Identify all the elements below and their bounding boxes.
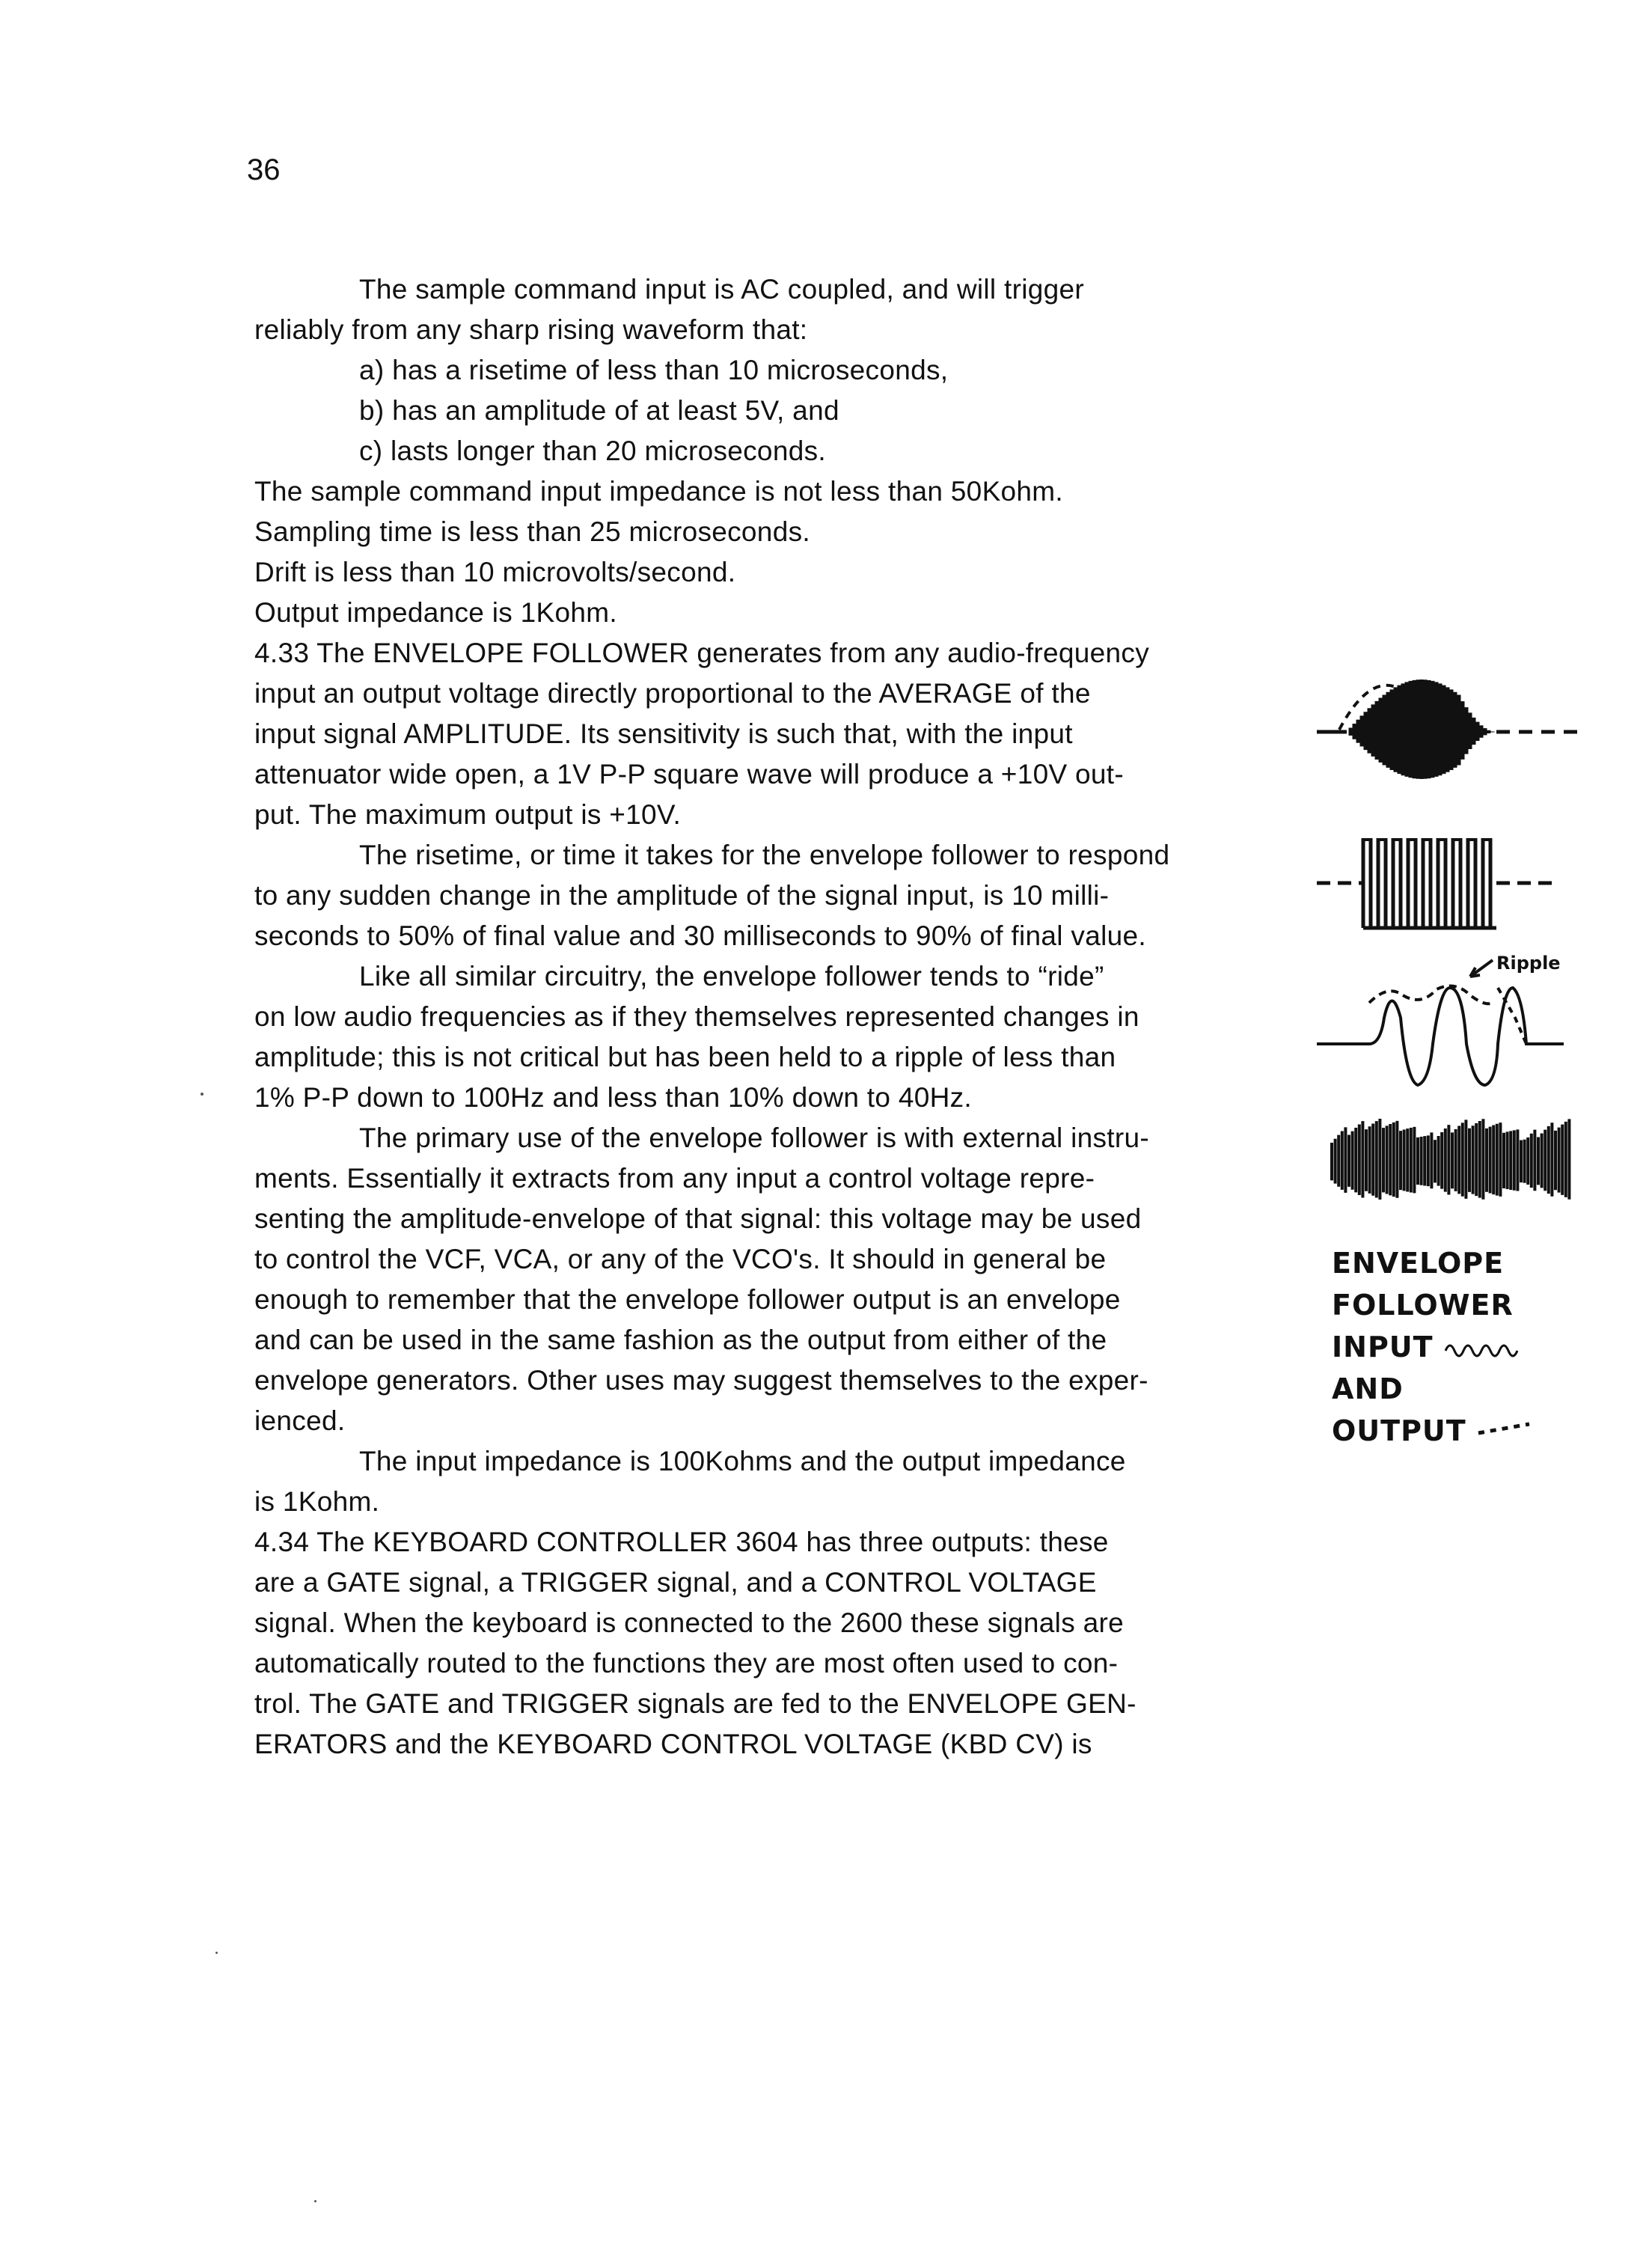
text-line: to control the VCF, VCA, or any of the VCO's. It should in general be [254, 1244, 1107, 1274]
burst-waveform-diagram [1317, 659, 1594, 808]
text-line: The primary use of the envelope follower is with external instru- [359, 1122, 1149, 1153]
text-line: ERATORS and the KEYBOARD CONTROL VOLTAGE (KBD CV) is [254, 1729, 1092, 1759]
caption-output-text: OUTPUT [1332, 1414, 1466, 1447]
text-line: input signal AMPLITUDE. Its sensitivity is such that, with the input [254, 718, 1073, 749]
text-line: ienced. [254, 1405, 346, 1436]
text-line: 4.34 The KEYBOARD CONTROLLER 3604 has three outputs: these [254, 1527, 1109, 1557]
figure-caption [1332, 1242, 1537, 1452]
text-line: seconds to 50% of final value and 30 milliseconds to 90% of final value. [254, 920, 1146, 951]
text-line: reliably from any sharp rising waveform that: [254, 314, 808, 345]
caption-input-text: INPUT [1332, 1331, 1434, 1363]
text-line: 4.33 The ENVELOPE FOLLOWER generates from any audio-frequency [254, 638, 1150, 668]
text-line: is 1Kohm. [254, 1486, 380, 1517]
wavy-line-icon [1444, 1336, 1526, 1358]
text-line: attenuator wide open, a 1V P-P square wave will produce a +10V out- [254, 759, 1124, 789]
caption-line-input [1332, 1326, 1537, 1368]
text-line: The risetime, or time it takes for the envelope follower to respond [359, 840, 1170, 870]
text-line: ments. Essentially it extracts from any input a control voltage repre- [254, 1163, 1095, 1194]
text-line: signal. When the keyboard is connected to the 2600 these signals are [254, 1607, 1124, 1638]
text-line: put. The maximum output is +10V. [254, 799, 682, 830]
text-line: The sample command input is AC coupled, and will trigger [359, 274, 1084, 305]
text-line: automatically routed to the functions they are most often used to con- [254, 1648, 1119, 1679]
dashed-line-icon [1477, 1420, 1537, 1442]
text-line: are a GATE signal, a TRIGGER signal, and a CONTROL VOLTAGE [254, 1567, 1097, 1598]
text-line: trol. The GATE and TRIGGER signals are fed to the ENVELOPE GEN- [254, 1688, 1136, 1719]
text-line: 1% P-P down to 100Hz and less than 10% down to 40Hz. [254, 1082, 972, 1113]
page-number: 36 [247, 153, 281, 186]
text-line: The sample command input impedance is not less than 50Kohm. [254, 476, 1063, 507]
modulated-waveform-diagram [1317, 1108, 1594, 1220]
text-line: and can be used in the same fashion as the output from either of the [254, 1325, 1107, 1355]
text-line: input an output voltage directly proportional to the AVERAGE of the [254, 678, 1091, 709]
text-line: enough to remember that the envelope follower output is an envelope [254, 1284, 1121, 1315]
text-line: to any sudden change in the amplitude of the signal input, is 10 milli- [254, 880, 1110, 911]
text-line: b) has an amplitude of at least 5V, and [359, 395, 839, 426]
text-line: on low audio frequencies as if they themselves represented changes in [254, 1001, 1139, 1032]
caption-line-and: AND [1332, 1372, 1404, 1405]
envelope-follower-figure [1317, 659, 1601, 1467]
text-line: Like all similar circuitry, the envelope follower tends to “ride” [359, 961, 1104, 992]
caption-line-follower: FOLLOWER [1332, 1289, 1514, 1322]
body-text [254, 269, 1287, 1765]
caption-line-envelope: ENVELOPE [1332, 1247, 1505, 1280]
text-line: senting the amplitude-envelope of that signal: this voltage may be used [254, 1203, 1142, 1234]
text-line: envelope generators. Other uses may suggest themselves to the exper- [254, 1365, 1148, 1396]
text-line: c) lasts longer than 20 microseconds. [359, 436, 826, 466]
text-line: Output impedance is 1Kohm. [254, 597, 617, 628]
text-line: Sampling time is less than 25 microseconds. [254, 516, 810, 547]
ripple-label: Ripple [1496, 953, 1561, 974]
text-line: The input impedance is 100Kohms and the output impedance [359, 1446, 1126, 1476]
scan-speck [314, 2200, 316, 2202]
text-line: a) has a risetime of less than 10 microseconds, [359, 355, 949, 385]
scan-speck [201, 1093, 204, 1096]
square-burst-diagram [1317, 816, 1594, 943]
text-line: amplitude; this is not critical but has been held to a ripple of less than [254, 1042, 1116, 1072]
scan-speck [215, 1952, 218, 1954]
caption-line-output [1332, 1410, 1537, 1452]
low-frequency-ripple-diagram [1317, 973, 1594, 1100]
text-line: Drift is less than 10 microvolts/second. [254, 557, 736, 587]
